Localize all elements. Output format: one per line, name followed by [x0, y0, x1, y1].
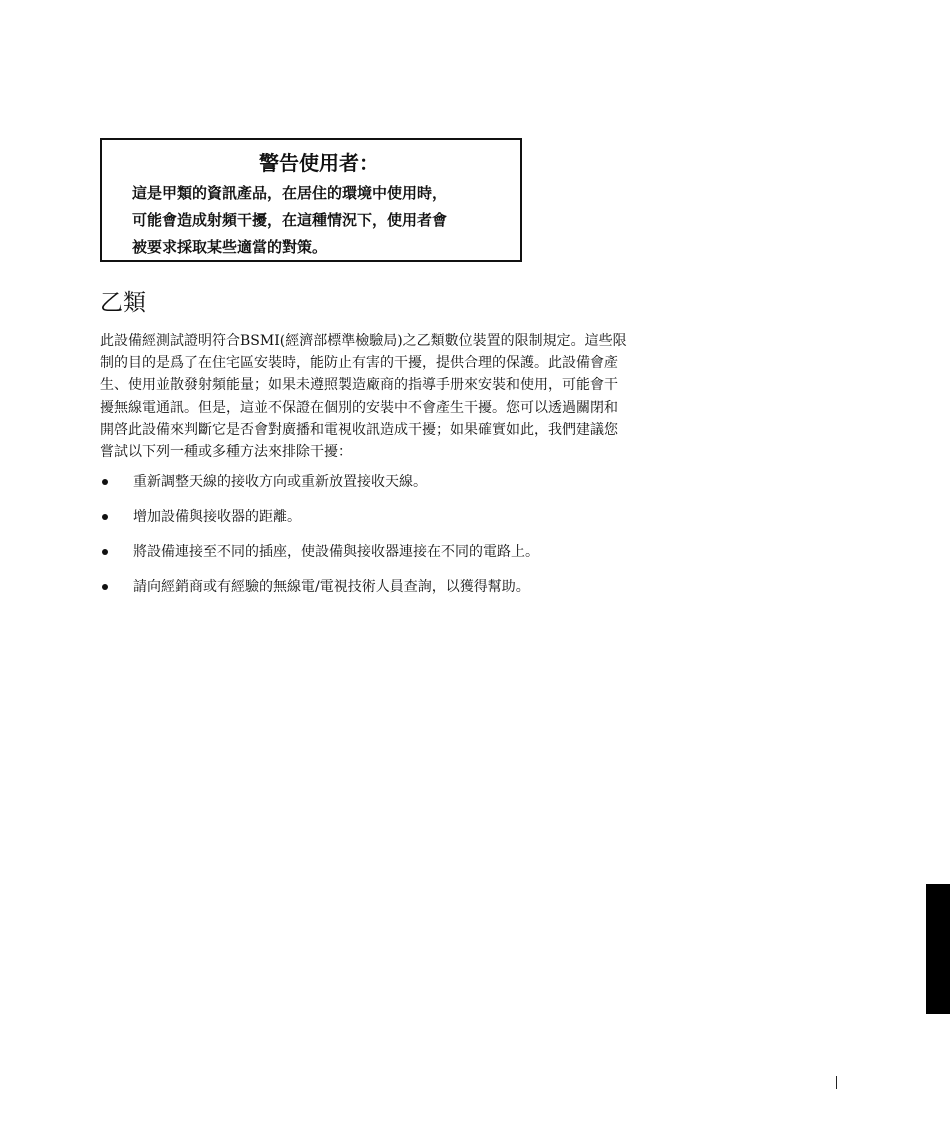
bullet-list — [100, 472, 710, 612]
warning-title: 警告使用者： — [259, 151, 379, 175]
page-marker — [836, 1076, 837, 1089]
bullet-text: 請向經銷商或有經驗的無線電/電視技術人員查詢，以獲得幫助。 — [133, 579, 530, 595]
bullet-text: 增加設備與接收器的距離。 — [133, 509, 301, 525]
list-item — [100, 472, 710, 507]
bullet-icon — [102, 584, 108, 590]
section-heading: 乙類 — [100, 290, 146, 316]
bullet-icon — [102, 479, 108, 485]
bullet-text: 重新調整天線的接收方向或重新放置接收天線。 — [133, 474, 427, 490]
bullet-icon — [102, 514, 108, 520]
list-item — [100, 542, 710, 577]
list-item — [100, 507, 710, 542]
bullet-text: 將設備連接至不同的插座，使設備與接收器連接在不同的電路上。 — [133, 544, 539, 560]
thumb-tab — [926, 884, 950, 1014]
bullet-icon — [102, 549, 108, 555]
list-item — [100, 577, 710, 612]
section-paragraph: 此設備經測試證明符合BSMI(經濟部標準檢驗局)之乙類數位裝置的限制規定。這些限 制的目的是爲了在住宅區安裝時，能防止有害的干擾，提供合理的保護。此設備會產 生、使用並散發射頻能量；如果未遵照製造廠商的指導手册來安裝和使用，可能會干 擾無線電通訊。但是，這並不保證在個別的安裝中不會產生干擾。您可以透過關閉和 開啓此設備來判斷它是否會對廣播和電視收訊造成干擾；如果確實如此，我們建議您 嘗試以下列一種或多種方法來排除干擾： — [100, 333, 627, 461]
warning-box — [100, 138, 522, 262]
warning-body: 這是甲類的資訊產品，在居住的環境中使用時， 可能會造成射頻干擾，在這種情況下，使用者會 被要求採取某些適當的對策。 — [132, 184, 448, 256]
